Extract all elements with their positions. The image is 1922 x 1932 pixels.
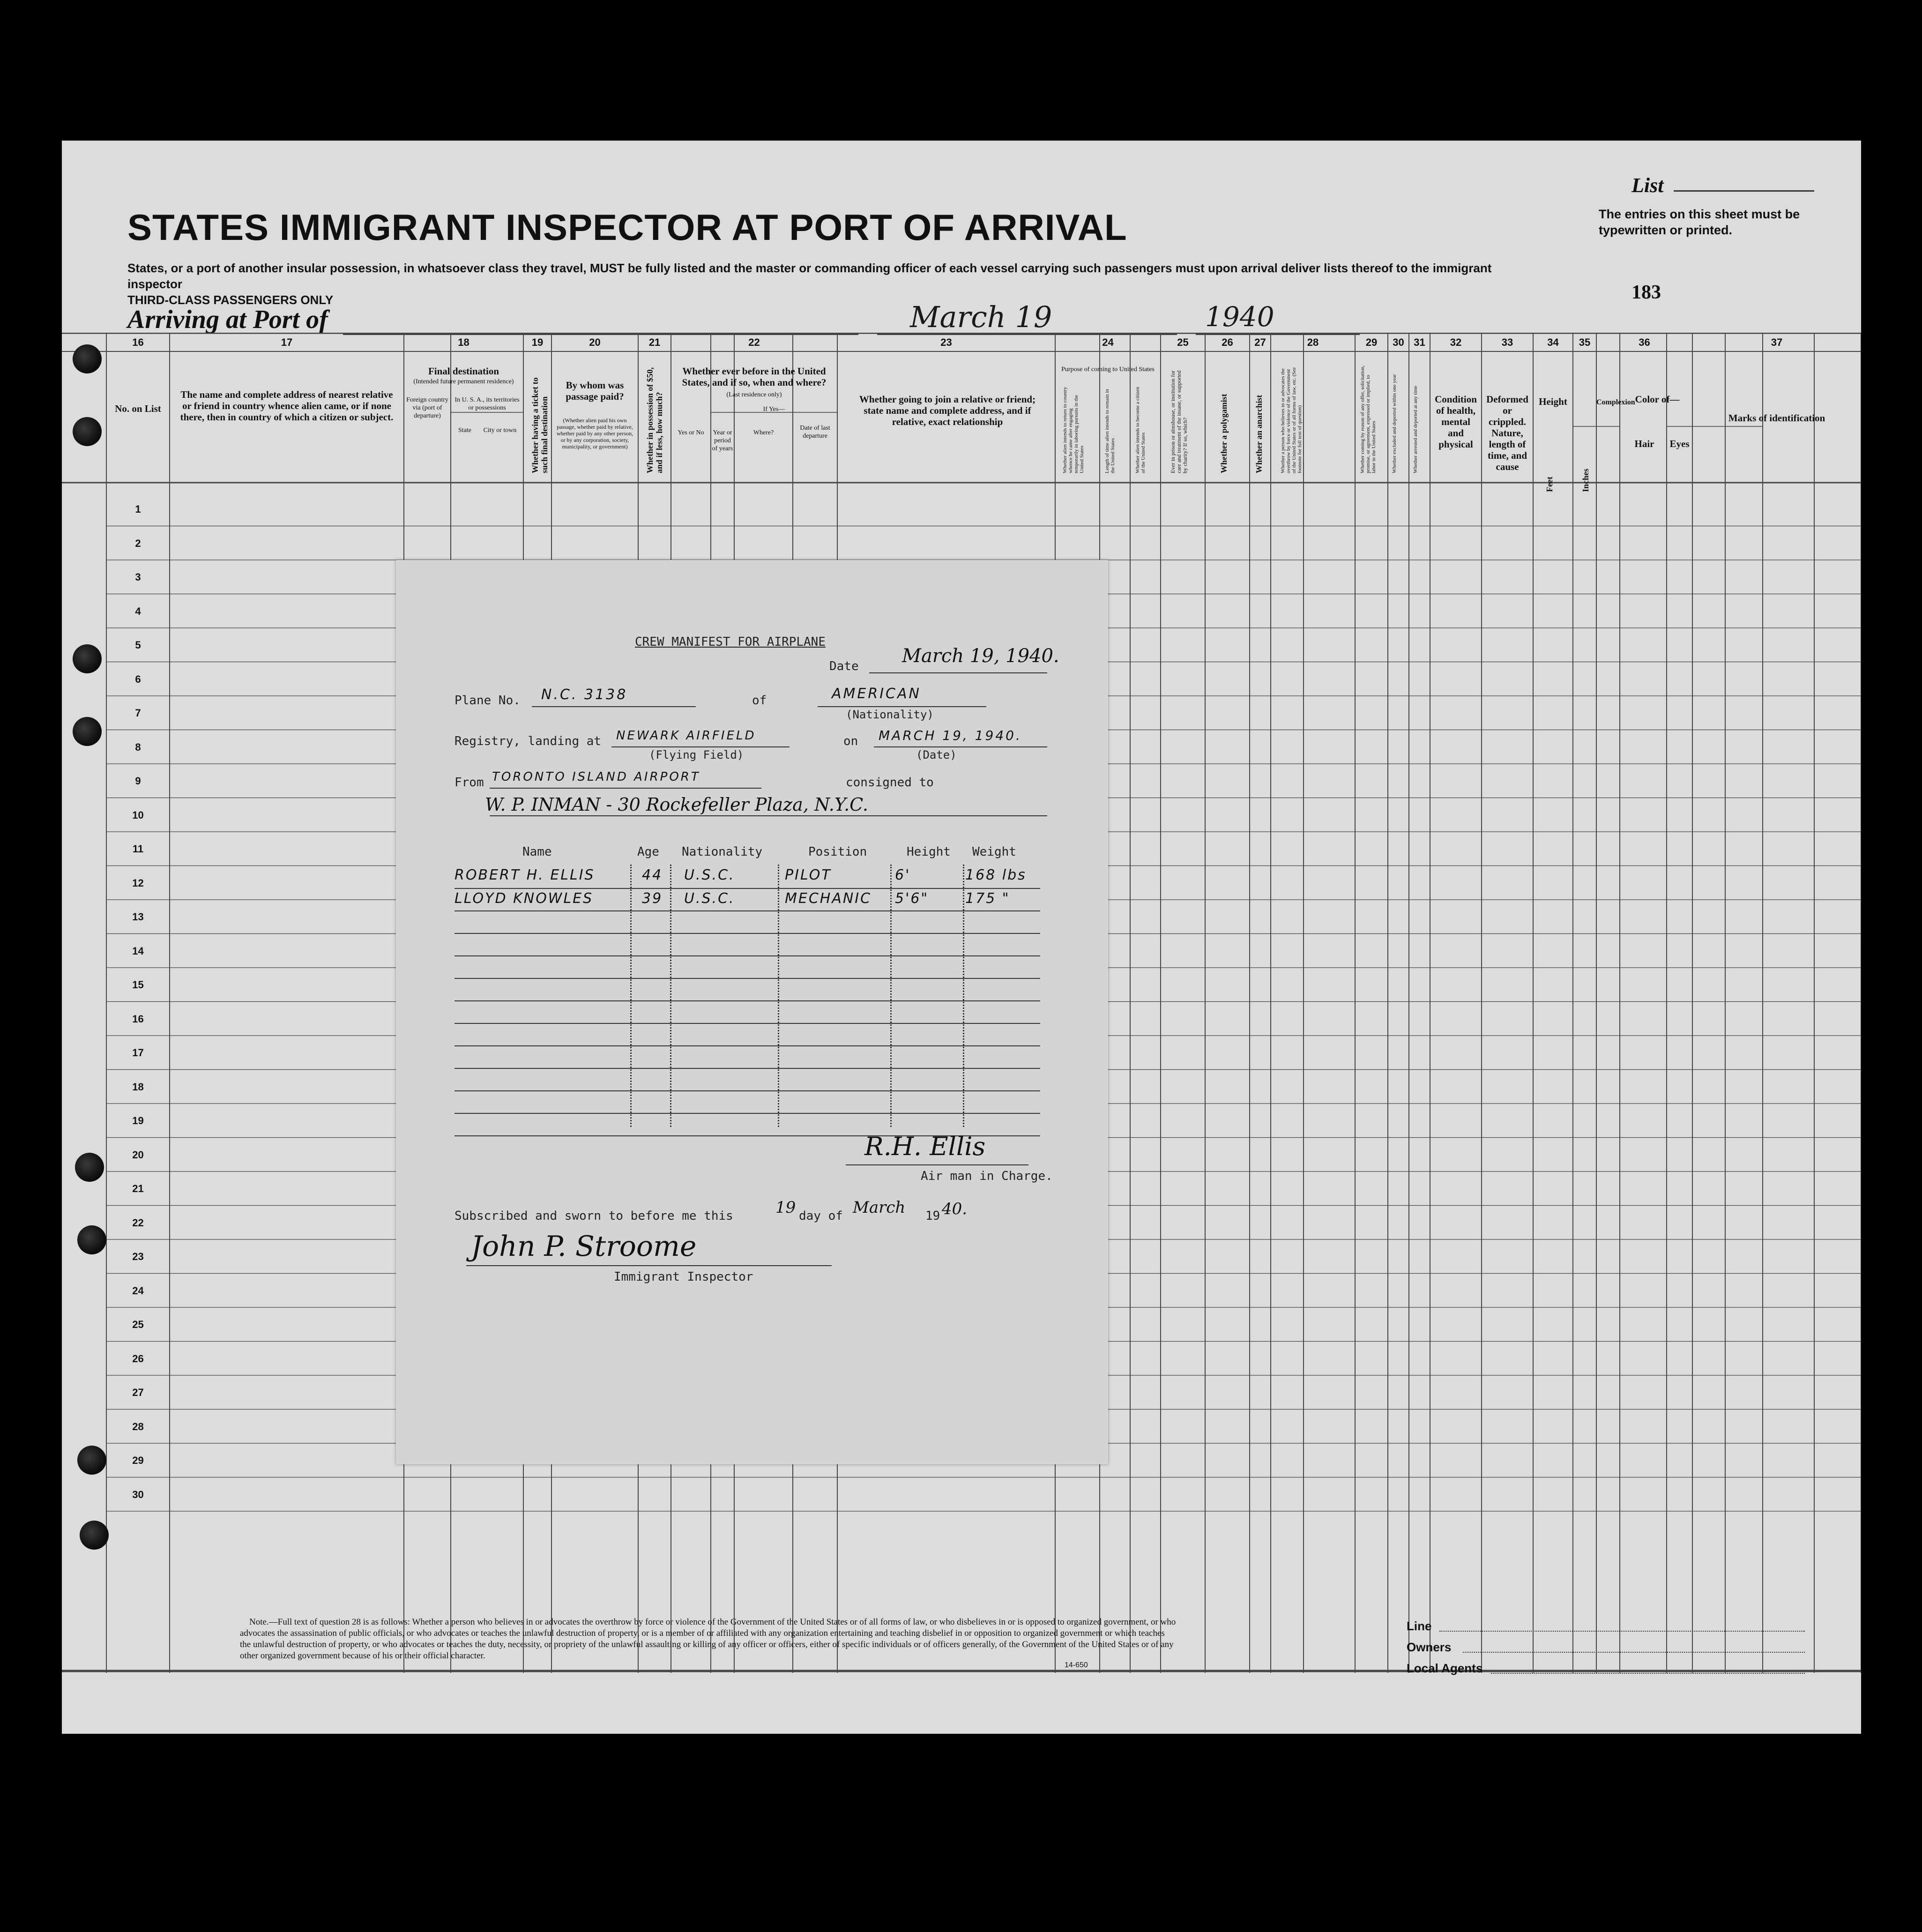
column-number: 33 bbox=[1501, 336, 1513, 348]
airman-signature: R.H. Ellis bbox=[864, 1132, 986, 1161]
row-number: 14 bbox=[132, 945, 144, 957]
col34-inches-header: Inches bbox=[1581, 468, 1590, 492]
col-header-age: Age bbox=[637, 845, 659, 859]
flying-field-caption: (Flying Field) bbox=[649, 748, 744, 761]
row-number: 22 bbox=[132, 1216, 144, 1229]
manifest-title: CREW MANIFEST FOR AIRPLANE bbox=[635, 635, 826, 649]
col22-years-header: Year or period of years bbox=[712, 429, 733, 452]
row-number: 13 bbox=[132, 911, 144, 923]
row-number: 8 bbox=[135, 741, 141, 753]
landing-date-underline bbox=[874, 746, 1047, 747]
registry-label: Registry, landing at bbox=[454, 734, 602, 748]
column-number: 22 bbox=[748, 336, 760, 348]
col37-header: Marks of identification bbox=[1728, 412, 1825, 424]
crew-row-line bbox=[454, 888, 1040, 889]
column-number: 19 bbox=[531, 336, 544, 348]
col16-header: No. on List bbox=[115, 403, 161, 414]
manifest-date: March 19, 1940. bbox=[902, 645, 1059, 667]
date-underline bbox=[869, 672, 1047, 673]
crew-row-line bbox=[454, 1045, 1040, 1046]
footer-line-field bbox=[1439, 1631, 1805, 1632]
of-label: of bbox=[752, 694, 767, 708]
crew-name: LLOYD KNOWLES bbox=[454, 890, 594, 907]
row-number: 23 bbox=[132, 1251, 144, 1262]
crew-nationality: U.S.C. bbox=[684, 890, 735, 907]
footer-line-label: Line bbox=[1407, 1619, 1432, 1633]
col-header-position: Position bbox=[808, 845, 867, 859]
col34-header: Height bbox=[1539, 396, 1567, 407]
sworn-year-suffix: 40. bbox=[942, 1200, 968, 1218]
footer-owners-field bbox=[1463, 1652, 1805, 1653]
crew-name: ROBERT H. ELLIS bbox=[454, 867, 595, 883]
inspector-signature: John P. Stroome bbox=[471, 1230, 697, 1263]
col18-foreign-header: Foreign country via (port of departure) bbox=[406, 396, 448, 419]
column-number: 37 bbox=[1771, 336, 1783, 348]
crew-column-divider bbox=[670, 865, 671, 1127]
col31-header: Whether arrested and deported at any time bbox=[1413, 386, 1418, 473]
entries-note: The entries on this sheet must be typewritten or printed. bbox=[1599, 207, 1800, 237]
footer-agents-label: Local Agents bbox=[1407, 1661, 1483, 1675]
column-number: 21 bbox=[648, 336, 661, 348]
from-underline bbox=[490, 788, 761, 789]
column-number: 29 bbox=[1365, 336, 1378, 348]
punch-hole bbox=[73, 344, 102, 373]
crew-age: 44 bbox=[642, 867, 663, 883]
row-number: 1 bbox=[135, 503, 141, 515]
row-number: 18 bbox=[132, 1081, 144, 1093]
punch-hole bbox=[73, 717, 102, 746]
crew-row-line bbox=[454, 1113, 1040, 1114]
row-number: 24 bbox=[132, 1284, 144, 1297]
crew-row bbox=[454, 890, 1040, 916]
subtitle-instructions: States, or a port of another insular possession, in whatsoever class they travel, MUST be fully listed and the master or commanding officer of each vessel carrying such passengers must upon arrival deliver lists thereof to the immigrant inspector bbox=[127, 261, 1492, 291]
crew-age: 39 bbox=[642, 890, 663, 907]
column-number: 28 bbox=[1307, 336, 1319, 348]
col36-header: Color of— bbox=[1635, 394, 1680, 405]
column-number: 17 bbox=[281, 336, 293, 348]
crew-height: 5'6" bbox=[895, 890, 929, 907]
column-number: 34 bbox=[1547, 336, 1559, 348]
col21-header: Whether in possession of $50, and if less, how much? bbox=[645, 367, 664, 473]
col-header-height: Height bbox=[907, 845, 951, 859]
column-number: 31 bbox=[1414, 336, 1425, 348]
consignee: W. P. INMAN - 30 Rockefeller Plaza, N.Y.C. bbox=[485, 794, 868, 815]
column-number: 18 bbox=[458, 336, 469, 348]
sworn-text-1: Subscribed and sworn to before me this bbox=[454, 1209, 733, 1223]
column-number: 24 bbox=[1102, 336, 1114, 348]
row-number: 26 bbox=[132, 1352, 144, 1365]
col30-header: Whether excluded and deported within one year bbox=[1392, 374, 1397, 473]
column-number: 30 bbox=[1393, 336, 1404, 348]
col20-header: By whom was passage paid? bbox=[566, 380, 624, 402]
column-number: 26 bbox=[1222, 336, 1233, 348]
row-number: 12 bbox=[132, 877, 144, 889]
row-number: 27 bbox=[132, 1387, 144, 1398]
col36-eyes-header: Eyes bbox=[1669, 438, 1690, 449]
airman-signature-line bbox=[846, 1164, 1028, 1165]
row-number: 17 bbox=[132, 1047, 144, 1059]
col17-header: The name and complete address of nearest relative or friend in country whence alien came, or if none there, then in country of which a citizen or subject. bbox=[180, 389, 394, 423]
punch-hole bbox=[80, 1521, 109, 1550]
col24a-header: Whether alien intends to return to country whence he came after engaging temporarily in laboring pursuits in the United States bbox=[1062, 387, 1085, 473]
col20-note: (Whether alien paid his own passage, whether paid by relative, whether paid by any other person, or by any corporation, society, municipality, or government) bbox=[556, 417, 633, 450]
column-number: 36 bbox=[1639, 336, 1650, 348]
col24-header: Purpose of coming to United States bbox=[1061, 366, 1155, 373]
punch-hole bbox=[77, 1225, 106, 1254]
airman-caption: Air man in Charge. bbox=[921, 1169, 1053, 1183]
sheet-subtitle bbox=[127, 260, 1533, 308]
sworn-month: March bbox=[853, 1198, 906, 1217]
question-28-note: Note.—Full text of question 28 is as follows: Whether a person who believes in or advocates the overthrow by force or violence of the Government of the United States or of all forms of law, or who disbelieves in or is opposed to organized government, or who advocates the assassination of public officials, or who advocates or teaches the unlawful destruction of property, or is a member of or affiliated with any organization entertaining and teaching disbelief in or opposition to organized government or which teaches the unlawful destruction of property, or who advocates or teaches the duty, necessity, or propriety of the unlawful assaulting or killing of any officer or officers, either of specific individuals or of officers generally, of the Government of the United States or of any other organized government because of his or their official character. bbox=[240, 1617, 1176, 1661]
footer-owners-label: Owners bbox=[1407, 1640, 1452, 1654]
form-code-bottom: 14-650 bbox=[1065, 1661, 1088, 1669]
crew-position: MECHANIC bbox=[785, 890, 872, 907]
row-number: 4 bbox=[135, 605, 141, 617]
col18-city-header: City or town bbox=[483, 427, 517, 434]
col34-feet-header: Feet bbox=[1545, 477, 1554, 492]
landing-date: MARCH 19, 1940. bbox=[879, 728, 1022, 743]
inspector-caption: Immigrant Inspector bbox=[614, 1270, 753, 1284]
col18-header: Final destination bbox=[428, 366, 499, 377]
crew-column-divider bbox=[630, 865, 632, 1127]
col32-header: Condition of health, mental and physical bbox=[1435, 394, 1477, 450]
column-number: 20 bbox=[589, 336, 601, 348]
col19-header: Whether having a ticket to such final destination bbox=[530, 377, 549, 473]
crew-row-line bbox=[454, 1023, 1040, 1024]
crew-height: 6' bbox=[895, 867, 911, 883]
col24c-header: Whether alien intends to become a citizen of the United States bbox=[1135, 387, 1146, 473]
crew-row-line bbox=[454, 978, 1040, 979]
col22-header: Whether ever before in the United States, and if so, when and where? bbox=[682, 366, 827, 388]
col18-note: (Intended future permanent residence) bbox=[413, 378, 514, 385]
col18-usa-header: In U. S. A., its territories or possessions bbox=[454, 396, 520, 411]
column-number: 35 bbox=[1579, 336, 1591, 348]
row-number: 20 bbox=[132, 1149, 144, 1161]
class-line: THIRD-CLASS PASSENGERS ONLY bbox=[127, 293, 334, 307]
nationality-caption: (Nationality) bbox=[846, 708, 934, 721]
col33-header: Deformed or crippled. Nature, length of time, and cause bbox=[1486, 394, 1528, 472]
crew-column-divider bbox=[778, 865, 779, 1127]
col-header-nationality: Nationality bbox=[682, 845, 763, 859]
crew-row-line bbox=[454, 933, 1040, 934]
plane-number: N.C. 3138 bbox=[541, 686, 628, 703]
crew-row-line bbox=[454, 1000, 1040, 1001]
from-airport: TORONTO ISLAND AIRPORT bbox=[492, 770, 700, 784]
row-number: 28 bbox=[132, 1420, 144, 1432]
arrival-year: 1940 bbox=[1205, 301, 1274, 333]
row-number: 21 bbox=[132, 1183, 144, 1194]
col36-hair-header: Hair bbox=[1634, 438, 1654, 449]
row-number: 16 bbox=[132, 1013, 144, 1025]
landing-field: NEWARK AIRFIELD bbox=[616, 729, 756, 743]
col29-header: Whether coming by reason of any offer, solicitation, promise, or agreement, expressed or implied, to labor in the United States bbox=[1360, 366, 1377, 473]
punch-hole bbox=[73, 417, 102, 446]
row-number: 30 bbox=[132, 1488, 144, 1500]
crew-row-line bbox=[454, 910, 1040, 911]
row-number: 29 bbox=[132, 1455, 144, 1466]
row-number: 19 bbox=[132, 1115, 144, 1126]
crew-weight: 168 lbs bbox=[965, 867, 1027, 883]
crew-column-divider bbox=[890, 865, 892, 1127]
row-number: 15 bbox=[132, 979, 144, 991]
arrival-date: March 19 bbox=[910, 300, 1052, 334]
on-label: on bbox=[843, 734, 858, 748]
crew-weight: 175 " bbox=[965, 890, 1010, 907]
crew-column-divider bbox=[963, 865, 964, 1127]
list-label: List bbox=[1631, 174, 1664, 197]
col23-header: Whether going to join a relative or friend; state name and complete address, and if relative, exact relationship bbox=[859, 394, 1036, 427]
col28-header: Whether a person who believes in or advocates the overthrow by force or violence of the Government of the United States or of all forms of law, etc. (See footnote for full text of question) bbox=[1280, 367, 1303, 473]
col18-state-header: State bbox=[458, 427, 471, 434]
landing-underline bbox=[611, 746, 790, 747]
col-header-name: Name bbox=[522, 845, 552, 859]
col25-header: Ever in prison or almshouse, or institution for care and treatment of the insane, or supported by charity? If so, which? bbox=[1170, 370, 1188, 473]
column-number: 23 bbox=[940, 336, 952, 348]
sworn-year-prefix: 19 bbox=[925, 1209, 940, 1223]
sworn-text-2: day of bbox=[799, 1209, 843, 1223]
crew-row-line bbox=[454, 955, 1040, 956]
col22-yes-no-header: Yes or No bbox=[678, 429, 704, 436]
column-number: 27 bbox=[1254, 336, 1266, 348]
crew-position: PILOT bbox=[785, 867, 832, 883]
column-number: 32 bbox=[1450, 336, 1462, 348]
consignee-underline bbox=[490, 815, 1047, 816]
footer-agents-field bbox=[1491, 1673, 1805, 1674]
plane-nationality: AMERICAN bbox=[832, 686, 921, 702]
crew-manifest bbox=[396, 560, 1108, 1464]
date-caption: (Date) bbox=[916, 748, 957, 761]
crew-row-line bbox=[454, 1090, 1040, 1091]
plane-label: Plane No. bbox=[454, 694, 521, 708]
row-number: 10 bbox=[132, 809, 144, 821]
row-number: 5 bbox=[135, 639, 141, 651]
plane-underline bbox=[532, 706, 696, 707]
sheet-number: 183 bbox=[1631, 282, 1661, 303]
punch-hole bbox=[73, 644, 102, 673]
from-label: From bbox=[454, 776, 484, 790]
punch-hole bbox=[77, 1446, 106, 1475]
col26-header: Whether a polygamist bbox=[1219, 394, 1229, 473]
sheet-title: STATES IMMIGRANT INSPECTOR AT PORT OF ARRIVAL bbox=[127, 207, 1127, 248]
crew-row-line bbox=[454, 1068, 1040, 1069]
column-number: 25 bbox=[1177, 336, 1189, 348]
sworn-day: 19 bbox=[775, 1198, 796, 1217]
col27-header: Whether an anarchist bbox=[1254, 395, 1264, 473]
col22-if-yes: If Yes— bbox=[763, 406, 785, 413]
col35-header: Complexion bbox=[1596, 398, 1635, 406]
row-number: 3 bbox=[135, 571, 141, 583]
row-number: 2 bbox=[135, 537, 141, 549]
punch-hole bbox=[75, 1153, 104, 1182]
row-number: 25 bbox=[132, 1319, 144, 1330]
col22-date-header: Date of last departure bbox=[800, 425, 830, 440]
row-number: 7 bbox=[135, 707, 141, 719]
crew-nationality: U.S.C. bbox=[684, 867, 735, 883]
date-label: Date bbox=[829, 659, 859, 673]
consigned-label: consigned to bbox=[846, 776, 934, 790]
column-number: 16 bbox=[132, 336, 144, 348]
col22-note: (Last residence only) bbox=[726, 391, 782, 398]
col-header-weight: Weight bbox=[972, 845, 1016, 859]
col24b-header: Length of time alien intends to remain in the United States bbox=[1104, 389, 1116, 473]
row-number: 9 bbox=[135, 775, 141, 787]
nationality-underline bbox=[818, 706, 986, 707]
inspector-signature-line bbox=[466, 1265, 832, 1266]
row-number: 6 bbox=[135, 673, 141, 685]
list-line bbox=[1674, 190, 1814, 192]
col22-where-header: Where? bbox=[753, 429, 774, 436]
row-number: 11 bbox=[132, 843, 144, 855]
arriving-label: Arriving at Port of bbox=[127, 305, 328, 334]
